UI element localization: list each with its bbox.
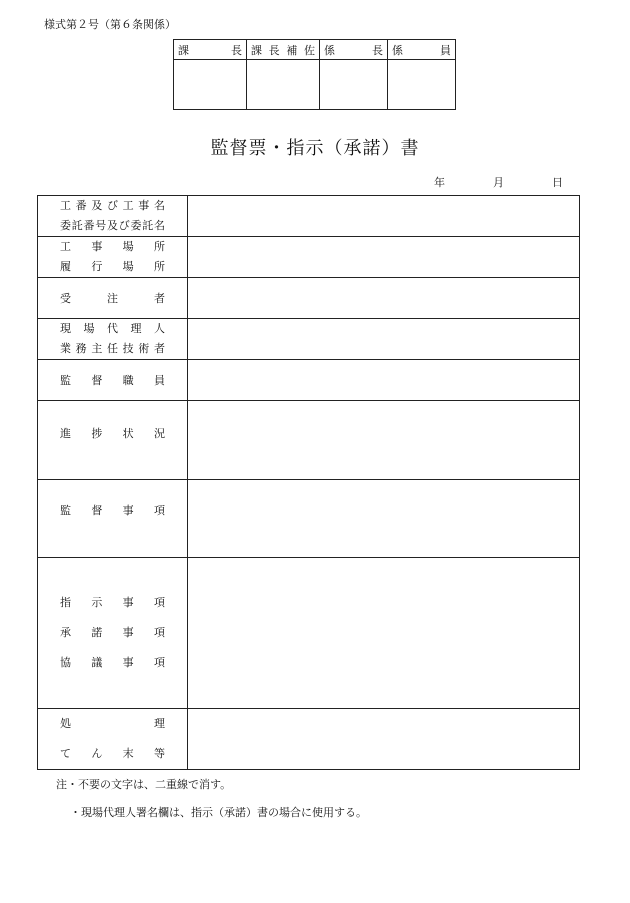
approval-header-kacho-hosa bbox=[247, 40, 320, 60]
label-char: 員 bbox=[440, 43, 451, 57]
label-char: 注 bbox=[107, 291, 118, 305]
label-char: 者 bbox=[153, 342, 165, 355]
label-char: 指 bbox=[60, 596, 71, 609]
notes bbox=[56, 777, 367, 820]
label-char: 佐 bbox=[303, 43, 315, 57]
label-char: 議 bbox=[91, 656, 103, 669]
label-char: 監 bbox=[60, 504, 71, 517]
note-signature-field: ・現場代理人署名欄は、指示（承諾）書の場合に使用する。 bbox=[70, 806, 367, 819]
approval-header-kakaricho bbox=[320, 40, 388, 60]
label-char: 末 bbox=[122, 747, 134, 760]
label-char: 業 bbox=[60, 342, 71, 355]
label-char: て bbox=[60, 747, 71, 760]
label-char: 長 bbox=[231, 43, 242, 57]
label-char: 履 bbox=[60, 260, 71, 273]
label-char: 事 bbox=[122, 626, 134, 639]
label-line bbox=[60, 739, 165, 769]
approval-stamp-table bbox=[173, 39, 456, 110]
row-label bbox=[38, 319, 188, 360]
label-char: 係 bbox=[324, 43, 335, 57]
row-kantoku-staff bbox=[38, 360, 580, 401]
note-double-line: 注・不要の文字は、二重線で消す。 bbox=[56, 778, 232, 791]
approval-header-label bbox=[178, 42, 242, 58]
label-line bbox=[60, 423, 165, 444]
row-value-cell[interactable] bbox=[188, 401, 580, 480]
label-line bbox=[60, 257, 165, 277]
label-char: 等 bbox=[153, 747, 165, 760]
row-value-cell[interactable] bbox=[188, 480, 580, 558]
approval-header-kacho bbox=[174, 40, 247, 60]
label-char: 工 bbox=[60, 199, 71, 212]
label-line bbox=[60, 288, 165, 309]
label-char: び bbox=[118, 219, 130, 232]
row-label bbox=[38, 709, 188, 770]
row-juchu bbox=[38, 278, 580, 319]
label-line bbox=[60, 648, 165, 678]
row-value-cell[interactable] bbox=[188, 360, 580, 401]
label-char: 工 bbox=[122, 199, 134, 212]
label-char: 督 bbox=[91, 373, 103, 387]
label-char: 理 bbox=[154, 717, 165, 730]
label-line bbox=[60, 500, 165, 521]
label-line bbox=[60, 618, 165, 648]
row-shinchoku bbox=[38, 401, 580, 480]
label-char: 捗 bbox=[91, 427, 103, 440]
label-line bbox=[60, 216, 165, 236]
label-char: 協 bbox=[60, 656, 71, 669]
label-char: 事 bbox=[91, 240, 103, 253]
approval-stamp-cell[interactable] bbox=[247, 60, 320, 110]
row-kantoku-jiko bbox=[38, 480, 580, 558]
label-char: 所 bbox=[153, 240, 165, 253]
label-char: 及 bbox=[107, 219, 118, 232]
row-value-cell[interactable] bbox=[188, 709, 580, 770]
row-label bbox=[38, 278, 188, 319]
label-char: 名 bbox=[153, 199, 165, 212]
label-char: 行 bbox=[91, 260, 103, 273]
row-value-cell[interactable] bbox=[188, 558, 580, 709]
approval-header-kakariin bbox=[388, 40, 456, 60]
approval-header-label bbox=[392, 42, 451, 58]
label-char: 処 bbox=[60, 717, 71, 730]
label-char: 事 bbox=[138, 199, 150, 212]
label-char: 進 bbox=[60, 427, 71, 440]
label-char: 項 bbox=[153, 596, 165, 609]
label-char: 長 bbox=[268, 43, 280, 57]
label-char: 委 bbox=[130, 219, 142, 232]
label-char: 示 bbox=[91, 596, 103, 609]
label-char: 工 bbox=[60, 240, 71, 253]
label-line bbox=[60, 339, 165, 359]
label-line bbox=[60, 588, 165, 618]
label-char: 況 bbox=[153, 427, 165, 440]
label-char: 任 bbox=[106, 342, 118, 355]
label-char: 所 bbox=[153, 260, 165, 273]
label-char: 項 bbox=[153, 656, 165, 669]
row-label bbox=[38, 196, 188, 237]
label-char: 術 bbox=[138, 342, 150, 355]
date-day-label: 日 bbox=[552, 176, 563, 189]
row-shori bbox=[38, 709, 580, 770]
label-char: 状 bbox=[122, 427, 134, 440]
label-char: 委 bbox=[60, 219, 71, 232]
row-dairi bbox=[38, 319, 580, 360]
label-line bbox=[60, 237, 165, 257]
approval-stamp-cell[interactable] bbox=[174, 60, 247, 110]
document-title: 監督票・指示（承諾）書 bbox=[210, 138, 420, 159]
label-char: 補 bbox=[286, 43, 298, 57]
label-char: 督 bbox=[91, 504, 103, 517]
label-char: 場 bbox=[83, 322, 95, 335]
label-char: 代 bbox=[107, 322, 118, 335]
label-char: ん bbox=[91, 747, 103, 760]
row-label bbox=[38, 401, 188, 480]
row-shiji bbox=[38, 558, 580, 709]
row-basho bbox=[38, 237, 580, 278]
row-label bbox=[38, 237, 188, 278]
label-char: 人 bbox=[154, 322, 165, 335]
label-char: 託 bbox=[71, 219, 83, 232]
label-char: 号 bbox=[95, 219, 107, 232]
form-number: 様式第２号（第６条関係） bbox=[44, 18, 176, 31]
label-char: 名 bbox=[154, 219, 165, 232]
label-line bbox=[60, 709, 165, 739]
label-char: 監 bbox=[60, 373, 71, 387]
row-value-cell[interactable] bbox=[188, 278, 580, 319]
label-char: 事 bbox=[122, 596, 134, 609]
label-char: 承 bbox=[60, 626, 71, 639]
row-value-cell[interactable] bbox=[188, 319, 580, 360]
approval-header-label bbox=[324, 42, 383, 58]
label-char: 課 bbox=[251, 43, 262, 57]
report-form-table bbox=[37, 195, 580, 770]
approval-stamp-cell[interactable] bbox=[320, 60, 388, 110]
label-char: 者 bbox=[154, 291, 165, 305]
label-char: 場 bbox=[122, 240, 134, 253]
label-char: 員 bbox=[153, 373, 165, 387]
row-label bbox=[38, 558, 188, 709]
label-char: 番 bbox=[75, 199, 87, 212]
label-char: 事 bbox=[122, 504, 134, 517]
label-char: び bbox=[106, 199, 118, 212]
row-label bbox=[38, 360, 188, 401]
label-line bbox=[60, 319, 165, 339]
row-value-cell[interactable] bbox=[188, 237, 580, 278]
label-char: 理 bbox=[130, 322, 142, 335]
label-line bbox=[60, 196, 165, 216]
label-char: 主 bbox=[91, 342, 103, 355]
label-char: 項 bbox=[153, 626, 165, 639]
label-char: 課 bbox=[178, 43, 189, 57]
label-char: 長 bbox=[372, 43, 383, 57]
row-label bbox=[38, 480, 188, 558]
label-char: 職 bbox=[122, 373, 134, 387]
row-value-cell[interactable] bbox=[188, 196, 580, 237]
label-char: 係 bbox=[392, 43, 403, 57]
date-year-label: 年 bbox=[434, 176, 445, 189]
label-char: 項 bbox=[153, 504, 165, 517]
date-month-label: 月 bbox=[493, 176, 504, 189]
label-line bbox=[60, 370, 165, 391]
label-char: 番 bbox=[83, 219, 95, 232]
approval-stamp-cell[interactable] bbox=[388, 60, 456, 110]
row-koban bbox=[38, 196, 580, 237]
label-char: 事 bbox=[122, 656, 134, 669]
label-char: 諾 bbox=[91, 626, 103, 639]
label-char: 場 bbox=[122, 260, 134, 273]
label-char: 受 bbox=[60, 291, 71, 305]
label-char: 及 bbox=[91, 199, 103, 212]
label-char: 技 bbox=[122, 342, 134, 355]
label-char: 務 bbox=[75, 342, 87, 355]
approval-header-label bbox=[251, 42, 315, 58]
label-char: 現 bbox=[60, 322, 71, 335]
label-char: 託 bbox=[142, 219, 154, 232]
